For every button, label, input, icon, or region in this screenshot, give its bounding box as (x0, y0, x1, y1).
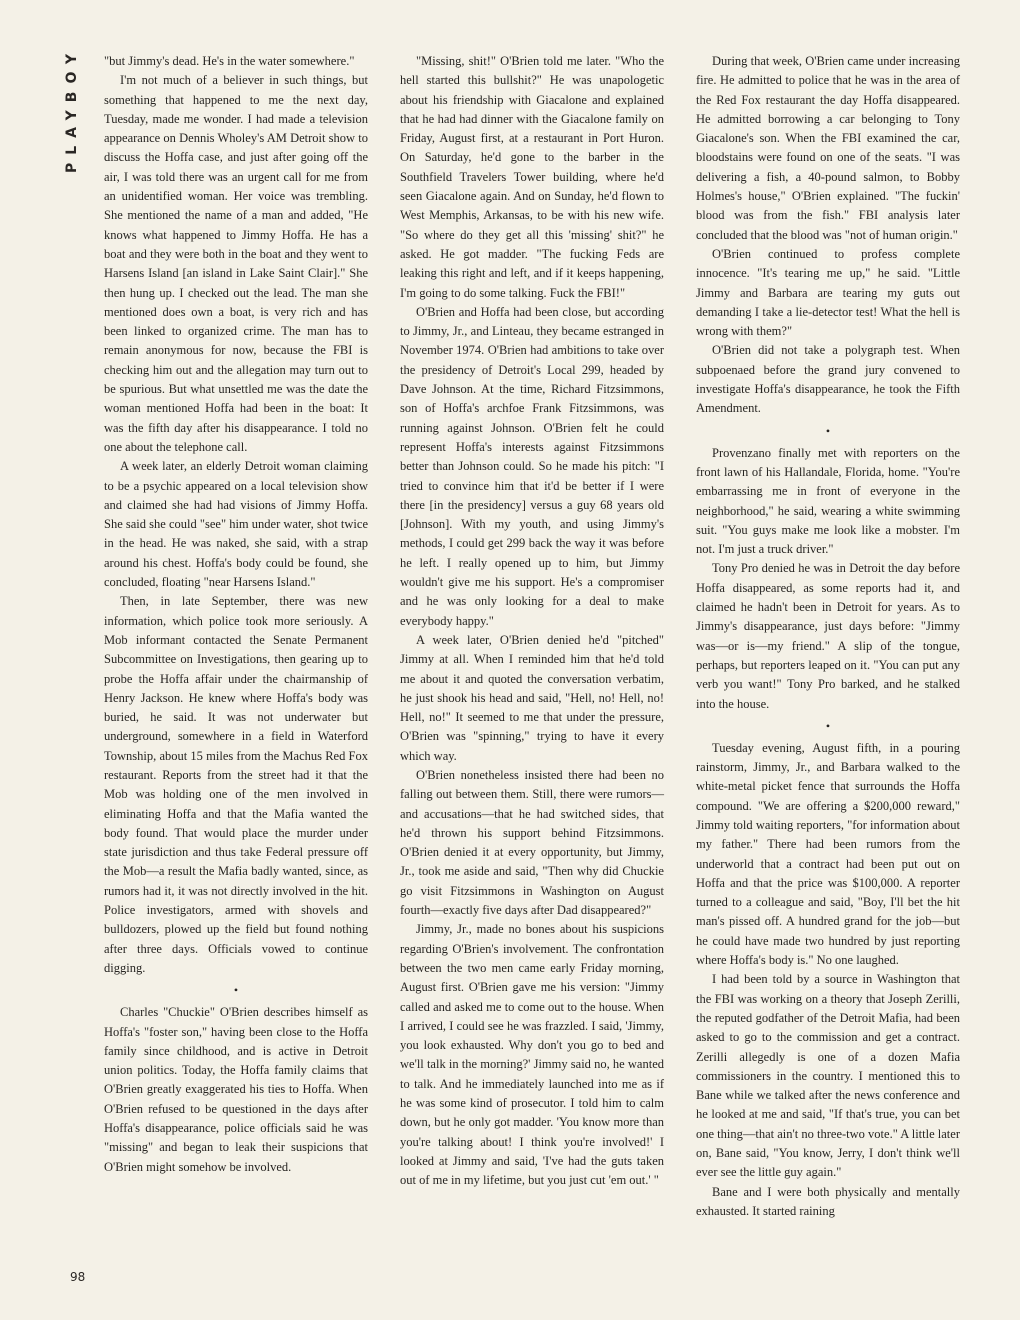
column-3 (696, 52, 960, 1221)
paragraph: I'm not much of a believer in such things, but something that happened to me the next day, Tuesday, made me wonder. I had made a television appearance on Dennis Wholey's AM Detroit show to discuss the Hoffa case, and just after going off the air, I was told there was an urgent call for me from an unidentified woman. Her voice was trembling. She mentioned the name of a man and added, "He knows what happened to Jimmy Hoffa. He has a boat and they were both in the boat and they went to Harsens Island [an island in Lake Saint Clair]." She then hung up. I checked out the lead. The man she mentioned does own a boat, is very rich and has been linked to organized crime. The man has to remain anonymous for now, because the FBI is checking him out and the allegation may turn out to be spurious. But what unsettled me was the date the woman mentioned Hoffa had been in the boat: It was the fifth day after his disappearance. I told no one about the telephone call. (104, 73, 368, 454)
magazine-name: PLAYBOY (64, 46, 80, 174)
paragraph: Tony Pro denied he was in Detroit the day before Hoffa disappeared, as some reports had it, and claimed he hadn't been in Detroit for years. As to Jimmy's disappearance, just days before: "Jimmy was—or is—my friend." A slip of the tongue, perhaps, but reporters leaped on it. "You can put any verb you want!" Tony Pro barked, and he stalked into the house. (696, 561, 960, 711)
paragraph: I had been told by a source in Washington that the FBI was working on a theory that Joseph Zerilli, the reputed godfather of the Detroit Mafia, had been asked to go to the commission and get a contract. Zerilli allegedly is one of a dozen Mafia commissioners in the country. I mentioned this to Bane while we talked after the news conference and he looked at me and said, "If that's true, you can bet one thing—that ain't no three-two vote." A little later on, Bane said, "You know, Jerry, I don't think we'll ever see the little guy again." (696, 972, 960, 1180)
paragraph: During that week, O'Brien came under increasing fire. He admitted to police that he was in the area of the Red Fox restaurant the day Hoffa disappeared. He admitted borrowing a car belonging to Tony Giacalone's son. When the FBI examined the car, bloodstains were found on one of the seats. "I was delivering a fish, a 40-pound salmon, to Bobby Holmes's house," O'Brien explained. "The fuckin' blood was from the fish." FBI analysis later concluded that the blood was "not of human origin." (696, 54, 960, 242)
paragraph: Bane and I were both physically and mentally exhausted. It started raining (696, 1184, 960, 1218)
column-1 (104, 52, 368, 1177)
section-separator: • (825, 718, 831, 733)
paragraph: A week later, an elderly Detroit woman claiming to be a psychic appeared on a local television show and claimed she had had visions of Jimmy Hoffa. She said she could "see" him under water, shot twice in the head. He was naked, she said, with a strap around his chest. Hoffa's body could be found, she concluded, floating "near Harsens Island." (104, 459, 368, 590)
paragraph: "but Jimmy's dead. He's in the water somewhere." (104, 54, 355, 68)
paragraph: Tuesday evening, August fifth, in a pouring rainstorm, Jimmy, Jr., and Barbara walked to the white-metal picket fence that surrounds the Hoffa compound. "We are offering a $200,000 reward," Jimmy told waiting reporters, "for information about my father." There had been rumors from the underworld that a contract had been put out on Hoffa and that the price was $100,000. A reporter turned to a colleague and said, "Boy, I'll bet the hit man's pissed off. A hundred grand for the job—but he could have made two hundred by just reporting where Hoffa's body is." No one laughed. (696, 740, 960, 968)
paragraph: O'Brien did not take a polygraph test. When subpoenaed before the grand jury convened to investigate Hoffa's disappearance, he took the Fifth Amendment. (696, 343, 960, 416)
paragraph: A week later, O'Brien denied he'd "pitched" Jimmy at all. When I reminded him that he'd told me about it and quoted the conversation verbatim, he just shook his head and said, "Hell, no! Hell, no! Hell, no!" It seemed to me that under the pressure, O'Brien was "spinning," trying to have it every which way. (400, 632, 664, 763)
page-number: 98 (70, 1270, 86, 1284)
paragraph: "Missing, shit!" O'Brien told me later. "Who the hell started this bullshit?" He was unapologetic about his friendship with Giacalone and explained that he had had dinner with the Giacalone family on Friday, August first, at a restaurant in Port Huron. On Saturday, he'd gone to the barber in the Southfield Travelers Tower building, where he'd seen Giacalone again. And on Sunday, he'd flown to West Memphis, Arkansas, to be with his new wife. "So where do they get all this 'missing' shit?" he asked. He got madder. "The fucking Feds are leaking this right and left, and if it keeps happening, I'm going to do some talking. Fuck the FBI!" (400, 54, 664, 300)
paragraph: O'Brien and Hoffa had been close, but according to Jimmy, Jr., and Linteau, they became estranged in November 1974. O'Brien had ambitions to take over the presidency of Detroit's Local 299, headed by Dave Johnson. At the time, Richard Fitzsimmons, son of Hoffa's archfoe Frank Fitzsimmons, was running against Johnson. O'Brien felt he could represent Hoffa's interests against Fitzsimmons better than Johnson could. So he made his pitch: "I tried to convince him that it'd be better if I were there [in the presidency] versus a guy 68 years old [Johnson]. With my youth, and using Jimmy's methods, I could get 299 back the way it was before he left. I really opened up to him, but Jimmy wouldn't give me his support. He's a compromiser and he was only looking for a deal to make everybody happy." (400, 304, 664, 628)
paragraph: O'Brien nonetheless insisted there had been no falling out between them. Still, there were rumors—and accusations—that he had switched sides, that he'd thrown his support behind Fitzsimmons. O'Brien denied it at every opportunity, but Jimmy, Jr., took me aside and said, "Then why did Chuckie go visit Fitzsimmons in Washington on August fourth—exactly five days after Dad disappeared?" (400, 767, 664, 918)
section-separator: • (825, 423, 831, 438)
column-2 (400, 52, 664, 1191)
paragraph: Then, in late September, there was new information, which police took more seriously. A Mob informant contacted the Senate Permanent Subcommittee on Investigations, then gearing up to probe the Hoffa affair under the chairmanship of Henry Jackson. He knew where Hoffa's body was buried, he said. It was not underwater but underground, somewhere in a field in Waterford Township, about 15 miles from the Machus Red Fox restaurant. Reports from the street had it that the Mob was holding one of the men involved in eliminating Hoffa and that the Mafia wanted the body found. That would place the murder under state jurisdiction and thus take Federal pressure off the Mob—a result the Mafia badly wanted, since, as rumors had it, it was not directly involved in the hit. Police investigators, armed with shovels and bulldozers, plowed up the field but found nothing after three days. Officials vowed to continue digging. (104, 594, 368, 975)
paragraph: Jimmy, Jr., made no bones about his suspicions regarding O'Brien's involvement. The confrontation between the two men came early Friday morning, August first. O'Brien gave me his version: "Jimmy called and asked me to come out to the house. When I arrived, I could see he was frazzled. I said, 'Jimmy, you look exhausted. Why don't you go to bed and we'll talk in the morning?' Jimmy said no, he wanted to talk. And he immediately launched into me as if he was some kind of prosecutor. I told him to calm down, but he only got madder. 'You know more than you're talking about! I think you're involved!' I looked at Jimmy and said, 'I've had the guts taken out of me in my lifetime, but you just cut 'em out.' " (400, 922, 664, 1188)
paragraph: Charles "Chuckie" O'Brien describes himself as Hoffa's "foster son," having been close to the Hoffa family since childhood, and is active in Detroit union politics. Today, the Hoffa family claims that O'Brien greatly exaggerated his ties to Hoffa. When O'Brien refused to be questioned in the days after Hoffa's disappearance, police officials said he was "missing" and began to leak their suspicions that O'Brien might somehow be involved. (104, 1005, 368, 1174)
paragraph: O'Brien continued to profess complete innocence. "It's tearing me up," he said. "Little Jimmy and Barbara are tearing my guts out demanding I take a lie-detector test! What the hell is wrong with them?" (696, 246, 960, 339)
paragraph: Provenzano finally met with reporters on the front lawn of his Hallandale, Florida, home. "You're embarrassing me in front of everyone in the neighborhood," he said, wearing a white swimming suit. "You guys make me look like a mobster. I'm not. I'm just a truck driver." (696, 445, 960, 557)
section-separator: • (233, 983, 239, 998)
